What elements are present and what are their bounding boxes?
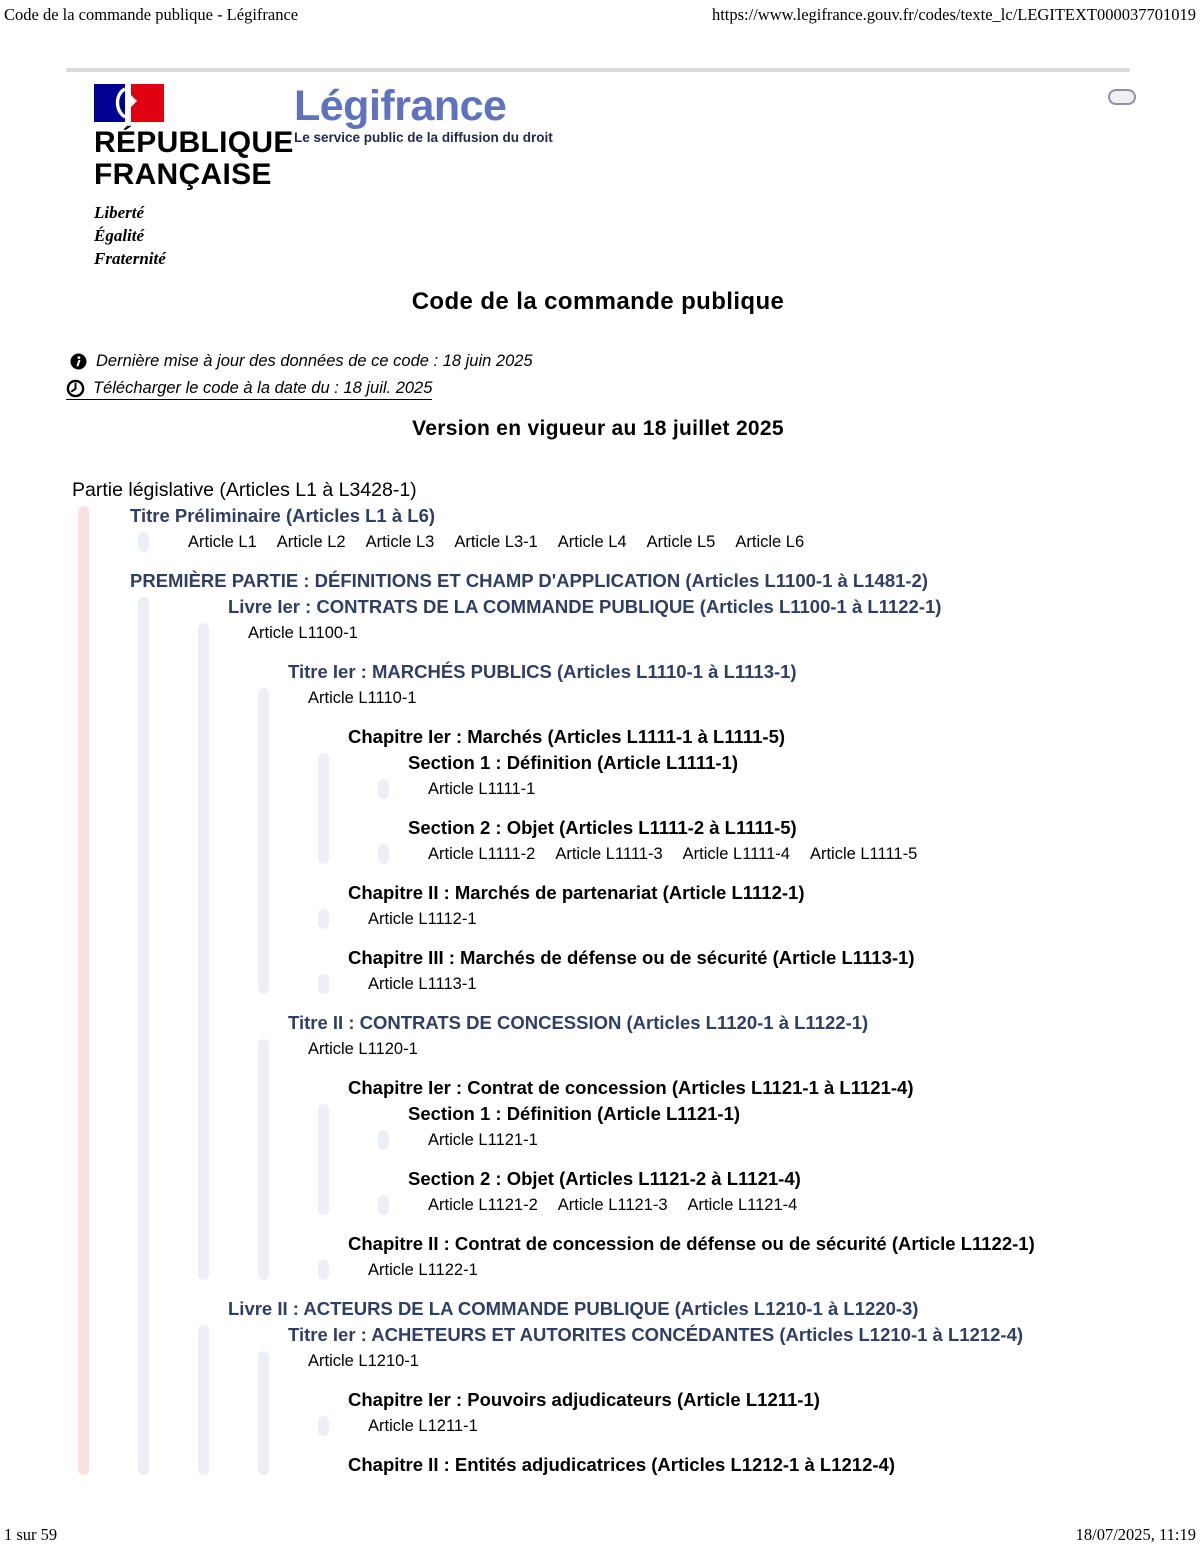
tree-children-group [378,841,1192,867]
article-link[interactable]: Article L1211-1 [368,1417,478,1435]
article-link[interactable]: Article L1100-1 [248,624,358,642]
tree-children-group [258,1036,1192,1283]
version-title: Version en vigueur au 18 juillet 2025 [412,417,784,440]
tree-heading-chapitre[interactable]: Chapitre III : Marchés de défense ou de sécurité (Article L1113-1) [348,947,915,968]
article-list [258,685,1192,711]
article-list [378,776,1192,802]
tree-heading-titre[interactable]: Titre Ier : ACHETEURS ET AUTORITES CONCÉDANTES (Articles L1210-1 à L1212-4) [288,1324,1024,1345]
tree-children-group [318,971,1192,997]
tree-heading-section[interactable]: Section 2 : Objet (Articles L1121-2 à L1121-4) [408,1168,801,1189]
article-link[interactable]: Article L1111-5 [809,845,918,863]
article-link[interactable]: Article L6 [735,533,805,551]
code-summary-tree [72,477,1192,1478]
article-link[interactable]: Article L1111-4 [682,845,790,863]
tree-node-chapitre [258,945,1192,997]
download-line [66,379,432,400]
tree-children-group [198,1322,1192,1478]
tree-node-chapitre [258,724,1192,867]
tree-children-group [198,620,1192,1283]
legifrance-logo[interactable] [294,84,553,145]
print-footer-page: 1 sur 59 [4,1525,58,1544]
tree-heading-livre[interactable]: Livre II : ACTEURS DE LA COMMANDE PUBLIQUE (Articles L1210-1 à L1220-3) [228,1298,919,1319]
article-list [138,529,1192,555]
tree-children-group [318,1101,1192,1218]
tree-children-group [258,685,1192,997]
article-link[interactable]: Article L1112-1 [368,910,477,928]
tree-node-chapitre [258,1452,1192,1478]
last-update-text: Dernière mise à jour des données de ce code : 18 juin 2025 [96,352,533,370]
article-link[interactable]: Article L1113-1 [368,975,477,993]
page-pill-button [1108,89,1136,105]
article-list [318,906,1192,932]
republique-francaise-logo [94,84,294,270]
article-link[interactable]: Article L1121-4 [687,1196,798,1214]
article-link[interactable]: Article L5 [646,533,716,551]
print-header-title: Code de la commande publique - Légifrance [4,5,299,24]
header-divider [66,68,1130,72]
article-link[interactable]: Article L1111-1 [428,780,536,798]
tree-children-group [318,1413,1192,1439]
tree-heading-section[interactable]: Section 1 : Définition (Article L1121-1) [408,1103,741,1124]
tree-node-titre [78,503,1192,555]
tree-node-root [72,477,1192,1478]
article-link[interactable]: Article L1210-1 [308,1352,419,1370]
tree-node-livre [138,594,1192,1283]
clock-icon [66,379,85,398]
article-list [378,1192,1192,1218]
print-footer-date: 18/07/2025, 11:19 [1075,1525,1196,1544]
tree-node-chapitre [258,1387,1192,1439]
page-title: Code de la commande publique [411,288,785,315]
download-code-link[interactable] [66,379,432,400]
tree-heading-titre[interactable]: Titre Ier : MARCHÉS PUBLICS (Articles L1110-1 à L1113-1) [288,661,797,682]
print-header-url: https://www.legifrance.gouv.fr/codes/texte_lc/LEGITEXT000037701019 [711,5,1196,24]
tree-heading-chapitre[interactable]: Chapitre Ier : Pouvoirs adjudicateurs (Article L1211-1) [348,1389,820,1410]
download-code-text[interactable]: Télécharger le code à la date du : 18 juil. 2025 [93,379,433,397]
tree-heading-section[interactable]: Section 2 : Objet (Articles L1111-2 à L1111-5) [408,817,797,838]
article-list [318,1257,1192,1283]
tree-children-group [378,776,1192,802]
tree-children-group [378,1127,1192,1153]
article-link[interactable]: Article L3-1 [454,533,538,551]
article-list [318,971,1192,997]
tree-node-chapitre [258,880,1192,932]
devise-liberte: Liberté [94,203,145,222]
tree-node-section [318,1166,1192,1218]
tree-heading-livre[interactable]: Livre Ier : CONTRATS DE LA COMMANDE PUBLIQUE (Articles L1100-1 à L1122-1) [228,596,942,617]
article-list [378,1127,1192,1153]
print-footer [4,1525,1196,1545]
article-link[interactable]: Article L1111-2 [428,845,536,863]
tree-node-chapitre [258,1231,1192,1283]
logo-republique-line1: RÉPUBLIQUE [94,126,294,159]
article-list [318,1413,1192,1439]
article-link[interactable]: Article L1110-1 [308,689,417,707]
tree-node-section [318,1101,1192,1153]
article-list [258,1348,1192,1374]
tree-heading-partie[interactable]: PREMIÈRE PARTIE : DÉFINITIONS ET CHAMP D'APPLICATION (Articles L1100-1 à L1481-2) [130,570,929,591]
tree-children-group [138,529,1192,555]
tree-node-titre [198,659,1192,997]
print-header [4,5,1196,25]
logo-devise [94,201,294,270]
legifrance-logo-text[interactable]: Légifrance [294,82,507,130]
article-link[interactable]: Article L1 [188,533,257,551]
tree-children-group [318,750,1192,867]
logo-republique-line2: FRANÇAISE [94,158,272,191]
tree-heading-titre[interactable]: Titre II : CONTRATS DE CONCESSION (Articles L1120-1 à L1122-1) [288,1012,869,1033]
tree-children-group [318,1257,1192,1283]
tree-children-group [378,1192,1192,1218]
article-link[interactable]: Article L2 [276,533,346,551]
tree-heading-chapitre[interactable]: Chapitre II : Entités adjudicatrices (Articles L1212-1 à L1212-4) [348,1454,895,1475]
tree-node-titre [198,1322,1192,1478]
article-list [258,1036,1192,1062]
tree-node-section [318,750,1192,802]
tree-node-chapitre [258,1075,1192,1218]
article-list [378,841,1192,867]
article-link[interactable]: Article L1121-2 [428,1196,538,1214]
article-list [198,620,1192,646]
tree-heading-chapitre[interactable]: Chapitre II : Contrat de concession de défense ou de sécurité (Article L1122-1) [348,1233,1035,1254]
info-icon [70,353,87,370]
tree-children-group [138,594,1192,1478]
tree-heading-section[interactable]: Section 1 : Définition (Article L1111-1) [408,752,739,773]
devise-egalite: Égalité [94,226,145,245]
tree-heading-chapitre[interactable]: Chapitre Ier : Marchés (Articles L1111-1 à L1111-5) [348,726,786,747]
article-link[interactable]: Article L1122-1 [368,1261,478,1279]
devise-fraternite: Fraternité [94,249,166,268]
tree-heading-titre[interactable]: Titre Préliminaire (Articles L1 à L6) [130,505,436,526]
last-update-line [70,352,533,371]
article-link[interactable]: Article L1121-3 [557,1196,668,1214]
tree-heading-chapitre[interactable]: Chapitre II : Marchés de partenariat (Article L1112-1) [348,882,805,903]
tree-children-group [318,906,1192,932]
tree-heading-root[interactable]: Partie législative (Articles L1 à L3428-1) [72,479,417,501]
tree-node-section [318,815,1192,867]
article-link[interactable]: Article L1111-3 [555,845,663,863]
tree-node-partie [78,568,1192,1478]
tree-node-livre [138,1296,1192,1478]
article-link[interactable]: Article L1120-1 [308,1040,418,1058]
article-link[interactable]: Article L3 [365,533,435,551]
tree-children-group [258,1348,1192,1478]
article-link[interactable]: Article L4 [557,533,627,551]
french-flag-icon [94,84,164,122]
tree-heading-chapitre[interactable]: Chapitre Ier : Contrat de concession (Articles L1121-1 à L1121-4) [348,1077,914,1098]
legifrance-tagline: Le service public de la diffusion du droit [294,130,553,145]
tree-node-titre [198,1010,1192,1283]
tree-children-group [78,503,1192,1478]
article-link[interactable]: Article L1121-1 [428,1131,538,1149]
